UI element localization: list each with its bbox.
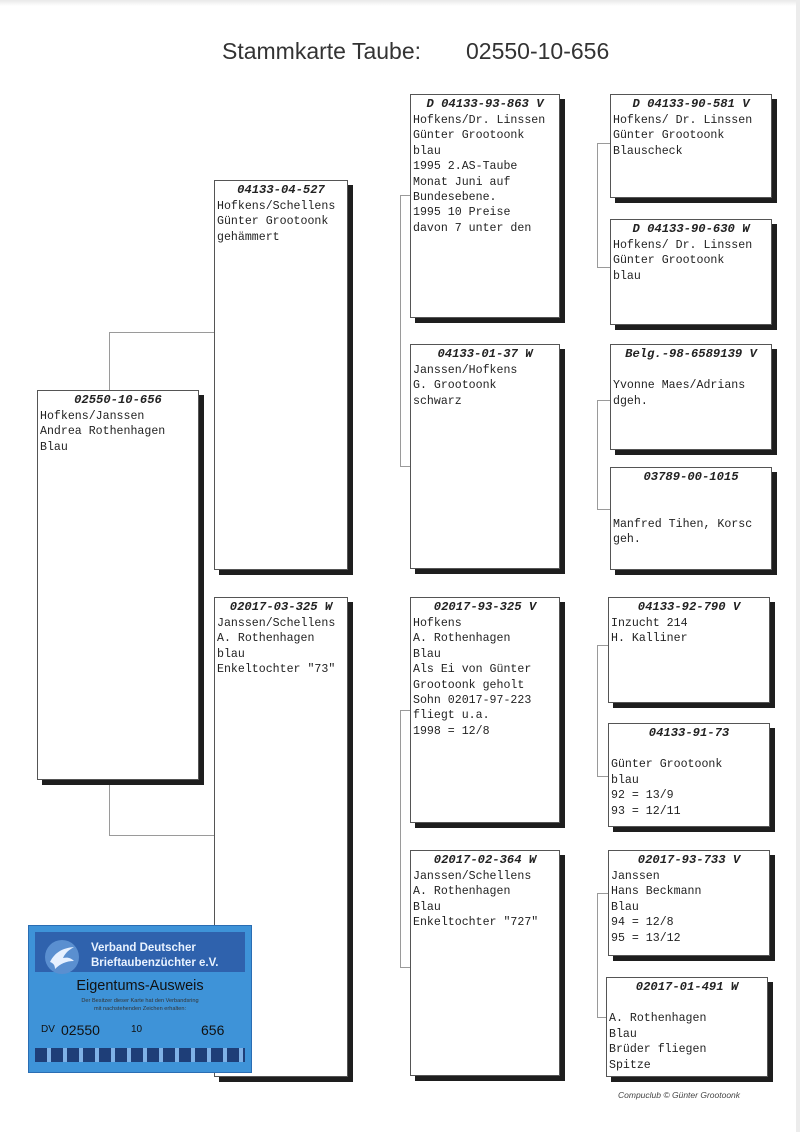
id-card-title: Eigentums-Ausweis (76, 978, 204, 994)
pigeon-card-great-grandparent-1 (610, 94, 772, 198)
pigeon-card-great-grandparent-6 (608, 723, 770, 827)
pigeon-card-grandparent-4 (410, 850, 560, 1076)
title-label: Stammkarte Taube: (222, 38, 422, 64)
card-line: Janssen (611, 870, 660, 883)
card-line: blau (217, 647, 245, 661)
pigeon-card-great-grandparent-2 (610, 219, 772, 325)
card-line: blau (613, 269, 641, 283)
card-line: Blau (413, 647, 441, 661)
card-line: gehämmert (217, 230, 280, 244)
scan-right-edge (796, 0, 800, 1132)
card-line: 93 = 12/11 (611, 804, 681, 818)
scan-top-edge (0, 0, 800, 6)
ring-number: 02017-93-733 V (637, 853, 741, 867)
card-line: A. Rothenhagen (413, 632, 511, 646)
card-line (611, 363, 771, 378)
card-line: A. Rothenhagen (609, 1012, 707, 1026)
ring-number: D 04133-90-581 V (632, 97, 750, 111)
ownership-id-card (28, 925, 252, 1073)
card-line (611, 486, 771, 501)
ring-number: 02017-93-325 V (433, 600, 537, 614)
card-line: Hofkens/Schellens (217, 200, 336, 213)
card-line: Hofkens/ Dr. Linssen (613, 114, 753, 127)
ring-number: D 04133-90-630 W (632, 222, 750, 236)
card-line: fliegt u.a. (413, 709, 490, 723)
pigeon-card-great-grandparent-4 (610, 467, 772, 570)
card-line: blau (611, 773, 639, 787)
card-line: Günter Grootoonk (611, 758, 723, 772)
card-line: Andrea Rothenhagen (40, 425, 166, 439)
id-card-note-line1: Der Besitzer dieser Karte hat den Verbandsring (81, 998, 199, 1004)
card-line: 94 = 12/8 (611, 916, 674, 930)
card-line: Janssen/Hofkens (413, 364, 518, 377)
page-title (222, 38, 642, 68)
ring-number: 04133-01-37 W (437, 347, 533, 361)
id-card-ring-row (39, 1019, 245, 1041)
id-card-org-line1: Verband Deutscher (91, 942, 196, 954)
card-line: Günter Grootoonk (613, 254, 725, 268)
card-line: Blauscheck (613, 144, 683, 158)
card-line: Spitze (609, 1058, 651, 1072)
card-line: G. Grootoonk (413, 379, 497, 393)
card-line: Hofkens/ Dr. Linssen (613, 239, 753, 252)
card-line: 92 = 13/9 (611, 789, 674, 803)
connector-gp2 (597, 400, 611, 510)
card-line (611, 501, 771, 516)
pigeon-card-great-grandparent-7 (608, 850, 770, 956)
pigeon-card-grandparent-2 (410, 344, 560, 569)
card-line: Blau (40, 440, 68, 454)
card-line (607, 996, 767, 1011)
card-line: Hans Beckmann (611, 885, 702, 899)
ring-number: 02550-10-656 (74, 393, 162, 407)
card-line: A. Rothenhagen (413, 885, 511, 899)
pigeon-logo-icon (45, 940, 79, 974)
card-line: Sohn 02017-97-223 (413, 693, 532, 707)
title-ring-number: 02550-10-656 (466, 38, 610, 64)
card-line: Hofkens/Dr. Linssen (413, 114, 546, 127)
card-line: Janssen/Schellens (413, 870, 532, 883)
card-line: Enkeltochter "727" (413, 916, 539, 930)
pigeon-card-grandparent-1 (410, 94, 560, 318)
footer-credit: Compuclub © Günter Grootoonk (618, 1090, 741, 1100)
card-line: Inzucht 214 (611, 617, 688, 630)
ring-number: 02017-01-491 W (635, 980, 739, 994)
card-line: Günter Grootoonk (217, 215, 329, 229)
pigeon-card-sire (214, 180, 348, 570)
id-card-note-line2: mit nachstehenden Zeichen erhalten: (93, 1006, 187, 1012)
card-line: blau (413, 144, 441, 158)
card-line: Günter Grootoonk (613, 129, 725, 143)
card-line: Bundesebene. (413, 190, 497, 204)
ring-number: 02017-02-364 W (433, 853, 537, 867)
pigeon-card-great-grandparent-5 (608, 597, 770, 703)
card-line: Grootoonk geholt (413, 678, 525, 692)
card-line: Enkeltochter "73" (217, 663, 336, 677)
ring-number: Belg.-98-6589139 V (625, 347, 757, 361)
card-line: Blau (611, 900, 639, 914)
card-line (609, 742, 769, 757)
card-line: Monat Juni auf (413, 175, 511, 189)
ring-number: 03789-00-1015 (643, 470, 739, 484)
card-line: Hofkens (413, 617, 462, 630)
id-card-header-band (35, 932, 245, 972)
connector-gp1 (597, 143, 611, 268)
card-line: davon 7 unter den (413, 221, 532, 235)
card-line: schwarz (413, 394, 462, 408)
card-line: 1995 10 Preise (413, 206, 511, 220)
id-card-club: 02550 (61, 1022, 100, 1038)
ring-number: 04133-92-790 V (637, 600, 741, 614)
card-line: 1995 2.AS-Taube (413, 160, 518, 174)
card-line: Yvonne Maes/Adrians (613, 379, 746, 393)
card-line: Blau (413, 900, 441, 914)
ring-number: D 04133-93-863 V (426, 97, 544, 111)
id-card-prefix: DV (41, 1024, 55, 1035)
id-card-number: 656 (201, 1022, 225, 1038)
pigeon-card-great-grandparent-8 (606, 977, 768, 1077)
card-line: geh. (613, 533, 641, 547)
card-line: 95 = 13/12 (611, 931, 681, 945)
card-line: 1998 = 12/8 (413, 724, 490, 738)
ring-number: 04133-91-73 (648, 726, 730, 740)
card-line: Günter Grootoonk (413, 129, 525, 143)
pigeon-card-subject (37, 390, 199, 780)
card-line: dgeh. (613, 394, 648, 408)
id-card-org-line2: Brieftaubenzüchter e.V. (91, 957, 219, 969)
card-line: Hofkens/Janssen (40, 410, 145, 423)
card-line: Manfred Tihen, Korsc (613, 517, 753, 531)
card-line: Als Ei von Günter (413, 663, 532, 677)
pigeon-card-great-grandparent-3 (610, 344, 772, 450)
card-line: Brüder fliegen (609, 1043, 707, 1057)
id-card-decorative-border (35, 1048, 245, 1062)
ring-number: 04133-04-527 (237, 183, 325, 197)
ring-number: 02017-03-325 W (229, 600, 333, 614)
card-line: Janssen/Schellens (217, 617, 336, 630)
card-line: H. Kalliner (611, 632, 688, 646)
pigeon-card-grandparent-3 (410, 597, 560, 823)
card-line: Blau (609, 1027, 637, 1041)
card-line: A. Rothenhagen (217, 632, 315, 646)
id-card-year: 10 (131, 1024, 143, 1035)
